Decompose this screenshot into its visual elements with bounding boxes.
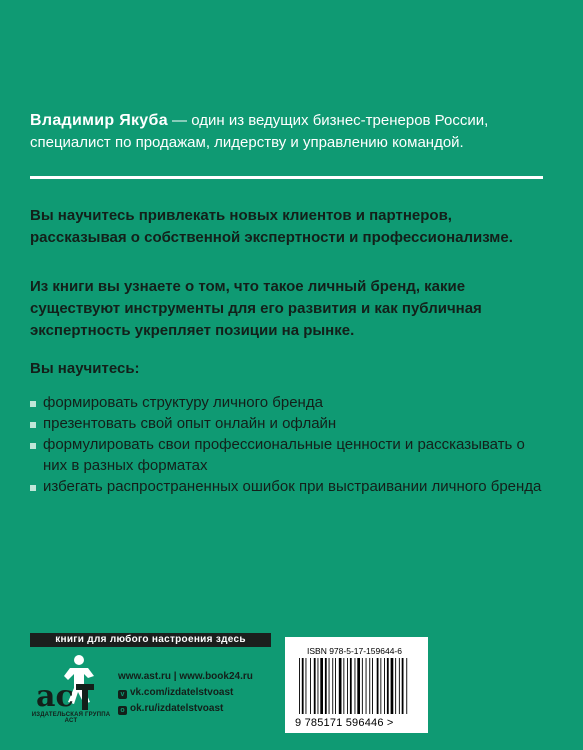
- divider-line: [30, 176, 543, 179]
- vk-icon: v: [118, 690, 127, 699]
- list-item: избегать распространенных ошибок при выстраивании личного бренда: [30, 476, 545, 497]
- vk-link[interactable]: v vk.com/izdatelstvoast: [118, 686, 253, 702]
- publisher-links: [118, 670, 253, 718]
- logo-caption: ИЗДАТЕЛЬСКАЯ ГРУППА АСТ: [31, 712, 111, 724]
- ok-icon: o: [118, 706, 127, 715]
- learn-list: [30, 392, 545, 497]
- barcode-digits: 9 785171 596446 >: [295, 717, 394, 729]
- list-item: формировать структуру личного бренда: [30, 392, 545, 413]
- bullet-square-icon: [30, 422, 36, 428]
- bullet-square-icon: [30, 443, 36, 449]
- author-name: Владимир Якуба: [30, 112, 168, 129]
- publisher-tagline: книги для любого настроения здесь: [30, 633, 271, 647]
- isbn-barcode-box: [285, 637, 428, 733]
- list-item: презентовать свой опыт онлайн и офлайн: [30, 413, 545, 434]
- author-description: — один из ведущих бизнес-тренеров России, специалист по продажам, лидерству и управлению командой.: [30, 112, 489, 151]
- websites-link[interactable]: www.ast.ru | www.book24.ru: [118, 671, 253, 682]
- list-item: формулировать свои профессиональные ценности и рассказывать о них в разных форматах: [30, 434, 545, 476]
- intro-paragraph: Вы научитесь привлекать новых клиентов и партнеров, рассказывая о собственной экспертности и профессионализме.: [30, 207, 513, 246]
- svg-text:ac: ac: [36, 679, 74, 714]
- summary-paragraph: Из книги вы узнаете о том, что такое личный бренд, какие существуют инструменты для его развития и как публичная экспертность укрепляет позиции на рынке.: [30, 278, 482, 339]
- ast-logo-icon: [32, 654, 104, 716]
- learn-heading: Вы научитесь:: [30, 360, 140, 377]
- ok-link[interactable]: o ok.ru/izdatelstvoast: [118, 702, 253, 718]
- author-bio: [30, 110, 555, 154]
- bullet-square-icon: [30, 485, 36, 491]
- barcode-icon: [297, 658, 417, 716]
- isbn-label: ISBN 978-5-17-159644-6: [307, 646, 402, 656]
- bullet-square-icon: [30, 401, 36, 407]
